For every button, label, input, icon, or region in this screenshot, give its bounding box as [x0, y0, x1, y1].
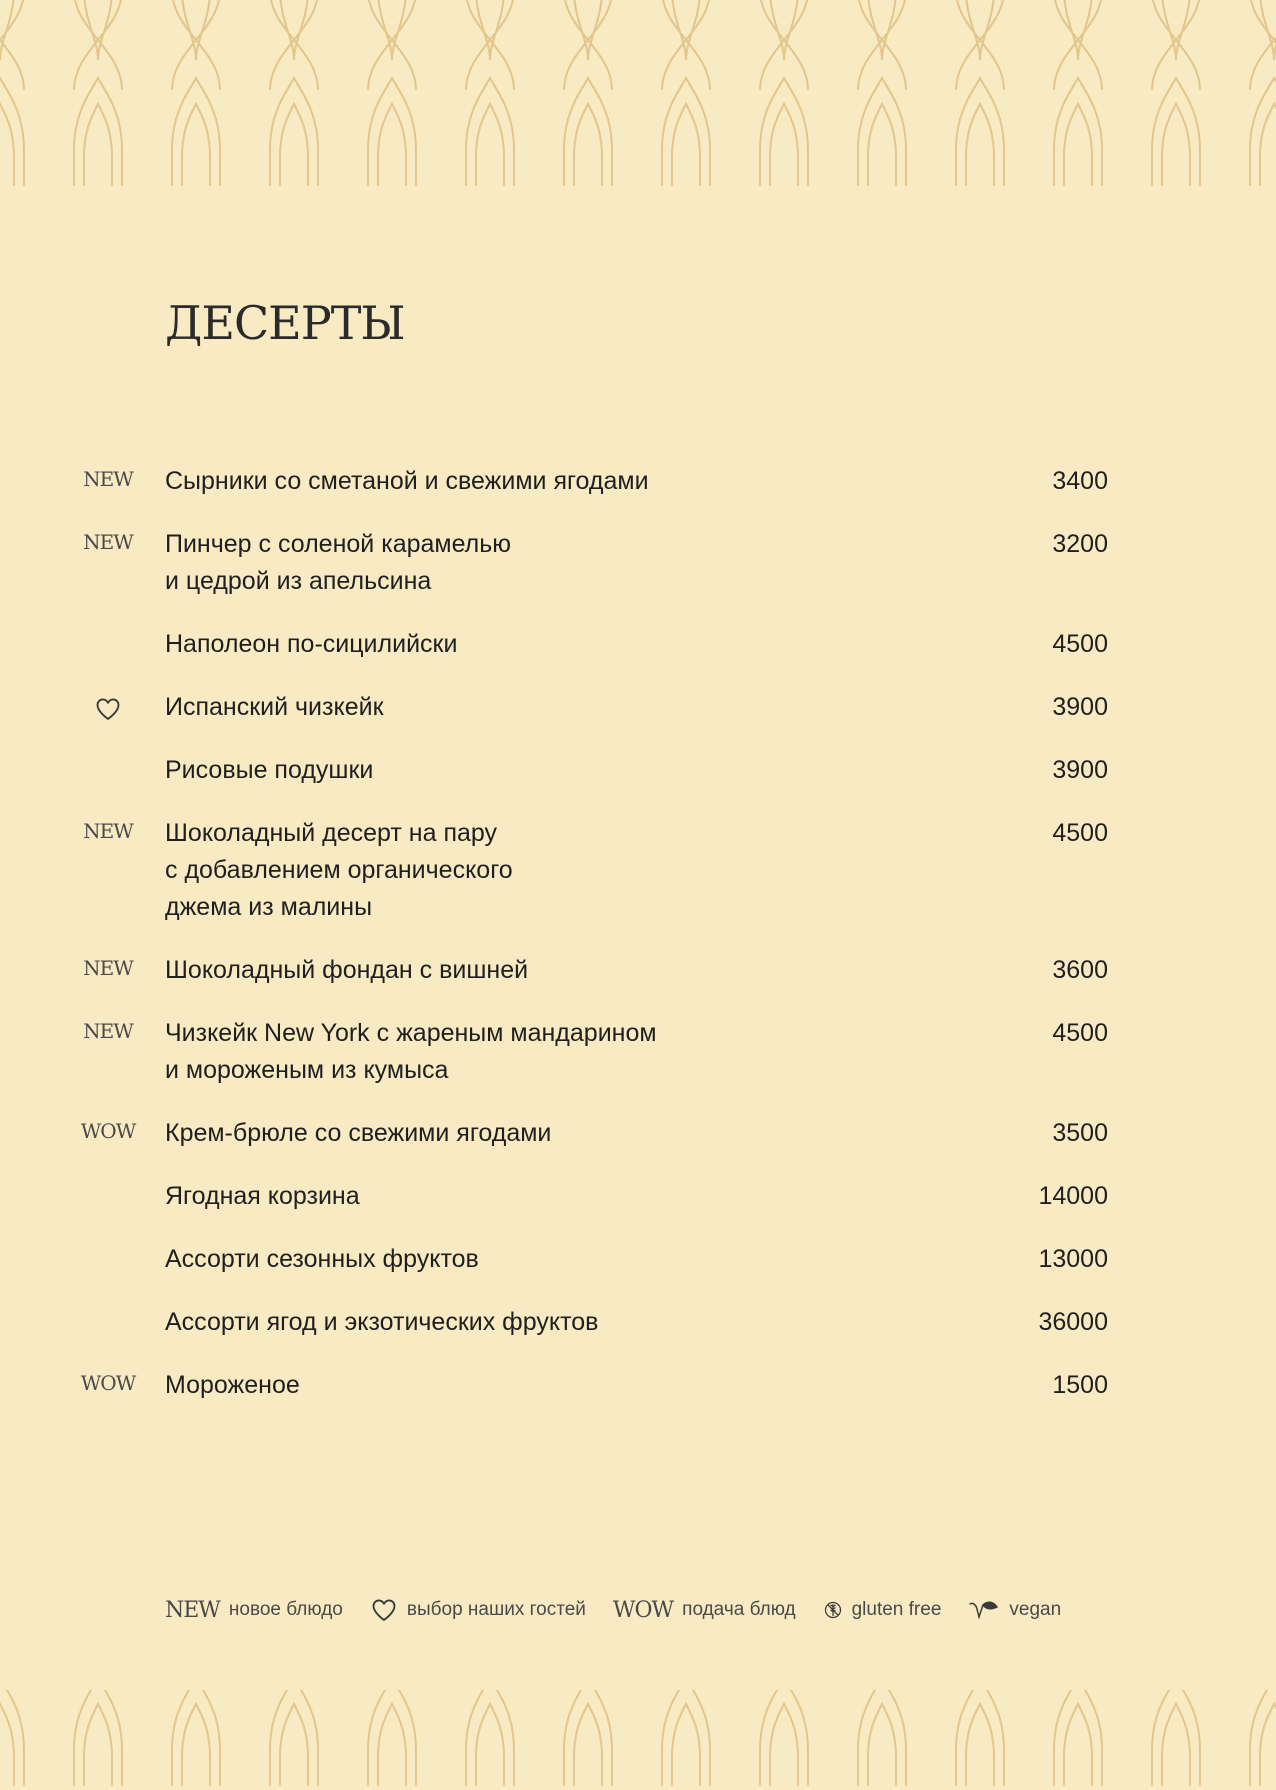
item-price: 13000 — [1038, 1245, 1108, 1273]
legend-mark: WOW — [612, 1597, 674, 1623]
menu-item — [0, 1115, 1276, 1178]
menu-item — [0, 1178, 1276, 1241]
legend — [165, 1596, 1061, 1624]
item-badge: NEW — [83, 956, 133, 980]
item-price: 3500 — [1052, 1119, 1108, 1147]
heart-icon — [58, 695, 158, 723]
item-badge: NEW — [83, 467, 133, 491]
menu-item — [0, 689, 1276, 752]
legend-item — [165, 1598, 343, 1623]
item-name: Пинчер с соленой карамелью и цедрой из апельсина — [165, 530, 512, 595]
item-price: 1500 — [1052, 1371, 1108, 1399]
menu-item — [0, 1367, 1276, 1430]
menu-item — [0, 526, 1276, 626]
gluten-free-icon — [823, 1600, 843, 1620]
legend-text: gluten free — [851, 1599, 942, 1620]
menu-item — [0, 626, 1276, 689]
page-title: ДЕСЕРТЫ — [165, 296, 405, 350]
item-name: Мороженое — [165, 1371, 300, 1399]
menu-item — [0, 1241, 1276, 1304]
item-badge: NEW — [83, 530, 133, 554]
menu-item — [0, 952, 1276, 1015]
legend-item — [370, 1596, 586, 1624]
item-price: 3200 — [1052, 530, 1108, 558]
dessert-menu-list — [0, 463, 1276, 1430]
legend-item — [823, 1599, 942, 1621]
item-price: 3600 — [1052, 956, 1108, 984]
item-badge: WOW — [80, 1371, 136, 1395]
item-price: 14000 — [1038, 1182, 1108, 1210]
item-badge: NEW — [83, 819, 133, 843]
legend-item — [613, 1598, 796, 1623]
legend-text: выбор наших гостей — [406, 1599, 586, 1620]
legend-text: vegan — [1009, 1599, 1062, 1620]
menu-item — [0, 752, 1276, 815]
legend-item — [968, 1599, 1061, 1621]
item-name: Ягодная корзина — [165, 1182, 360, 1210]
legend-text: подача блюд — [682, 1599, 796, 1620]
item-price: 36000 — [1038, 1308, 1108, 1336]
item-name: Испанский чизкейк — [165, 693, 384, 721]
legend-text: новое блюдо — [228, 1599, 343, 1620]
item-price: 3900 — [1052, 693, 1108, 721]
legend-mark: NEW — [165, 1597, 220, 1623]
item-badge: WOW — [80, 1119, 136, 1143]
item-name: Сырники со сметаной и свежими ягодами — [165, 467, 649, 495]
item-name: Шоколадный десерт на пару с добавлением органического джема из малины — [165, 819, 513, 921]
item-price: 3900 — [1052, 756, 1108, 784]
item-price: 4500 — [1052, 630, 1108, 658]
item-price: 4500 — [1052, 1019, 1108, 1047]
item-price: 3400 — [1052, 467, 1108, 495]
menu-item — [0, 815, 1276, 952]
menu-item — [0, 463, 1276, 526]
item-name: Рисовые подушки — [165, 756, 374, 784]
item-name: Чизкейк New York с жареным мандарином и мороженым из кумыса — [165, 1019, 657, 1084]
item-badge: NEW — [83, 1019, 133, 1043]
heart-icon — [370, 1596, 398, 1624]
bottom-ornament — [0, 1690, 1276, 1790]
vegan-leaf-icon — [968, 1599, 1000, 1621]
item-name: Шоколадный фондан с вишней — [165, 956, 529, 984]
menu-item — [0, 1015, 1276, 1115]
top-ornament — [0, 0, 1276, 190]
item-name: Ассорти ягод и экзотических фруктов — [165, 1308, 599, 1336]
item-name: Наполеон по-сицилийски — [165, 630, 458, 658]
item-price: 4500 — [1052, 819, 1108, 847]
item-name: Ассорти сезонных фруктов — [165, 1245, 479, 1273]
menu-item — [0, 1304, 1276, 1367]
item-name: Крем-брюле со свежими ягодами — [165, 1119, 552, 1147]
